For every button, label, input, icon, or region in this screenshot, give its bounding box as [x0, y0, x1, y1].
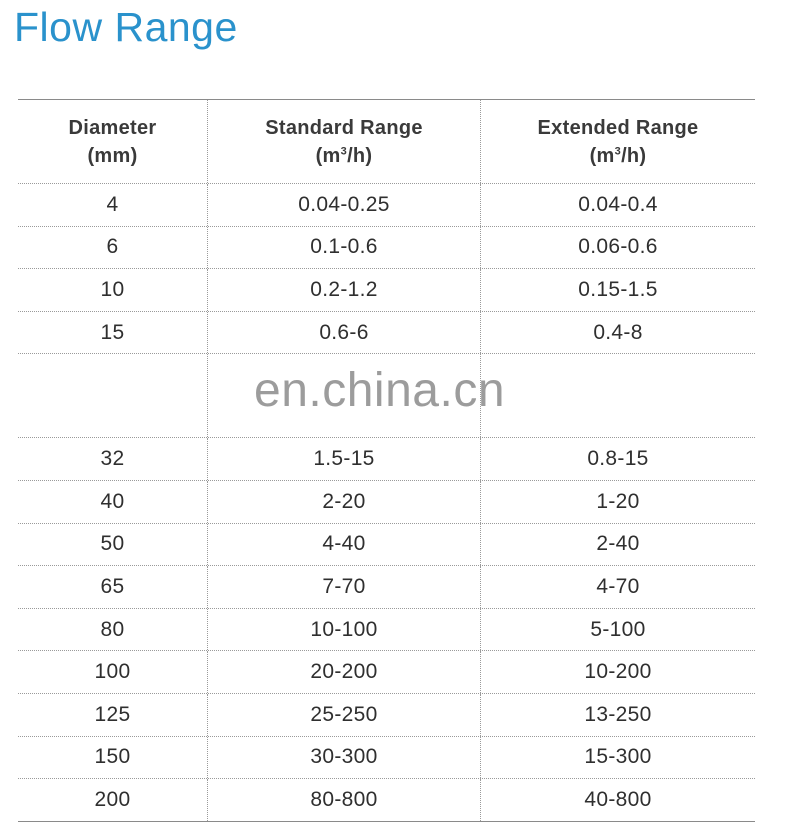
table-cell-extended: 0.15-1.5	[578, 277, 658, 301]
page-title: Flow Range	[14, 4, 238, 50]
table-cell-standard: 7-70	[208, 566, 481, 608]
table-cell-extended: 5-100	[590, 617, 646, 641]
header-standard-unit: $(m^3/h)$	[315, 144, 373, 167]
table-cell-diameter: 100	[18, 651, 208, 693]
table-cell-diameter: 50	[18, 524, 208, 566]
flow-range-table	[18, 99, 755, 822]
table-cell-standard: 2-20	[208, 481, 481, 523]
table-cell-standard: 1.5-15	[208, 438, 481, 480]
header-extended-label: Extended Range	[537, 116, 699, 139]
table-cell-diameter: 10	[18, 269, 208, 311]
table-cell-extended: 13-250	[584, 702, 652, 726]
table-cell-standard: 25-250	[208, 694, 481, 736]
header-diameter	[18, 100, 208, 183]
table-cell-diameter: 40	[18, 481, 208, 523]
table-cell-standard: 0.04-0.25	[208, 184, 481, 226]
table-header-row	[18, 100, 755, 184]
header-diameter-unit: (mm)	[87, 144, 138, 167]
table-cell-standard: 0.6-6	[208, 312, 481, 354]
table-cell-standard: 0.1-0.6	[208, 227, 481, 269]
table-cell-diameter: 125	[18, 694, 208, 736]
table-cell-standard: 10-100	[208, 609, 481, 651]
table-cell-extended: 2-40	[596, 532, 640, 556]
table-cell-diameter: 6	[18, 227, 208, 269]
table-cell-extended: 0.06-0.6	[578, 235, 658, 259]
table-cell-extended: 0.04-0.4	[578, 192, 658, 216]
header-standard-label: Standard Range	[265, 116, 423, 139]
table-cell-extended: 40-800	[584, 787, 652, 811]
table-cell-diameter: 65	[18, 566, 208, 608]
table-cell-standard: 30-300	[208, 737, 481, 779]
table-cell-standard: 20-200	[208, 651, 481, 693]
table-cell-extended: 0.4-8	[593, 320, 643, 344]
table-cell-extended: 10-200	[584, 660, 652, 684]
table-cell-diameter: 80	[18, 609, 208, 651]
table-cell-diameter: 200	[18, 779, 208, 821]
header-extended-range	[481, 100, 755, 183]
table-cell-standard: 4-40	[208, 524, 481, 566]
table-cell-extended: 15-300	[584, 745, 652, 769]
table-cell-extended: 4-70	[596, 574, 640, 598]
watermark: en.china.cn	[254, 364, 506, 417]
table-cell-extended: 1-20	[596, 489, 640, 513]
table-cell-extended: 0.8-15	[587, 447, 649, 471]
header-diameter-label: Diameter	[68, 116, 157, 139]
table-cell-standard: 0.2-1.2	[208, 269, 481, 311]
header-standard-range	[208, 100, 481, 183]
table-cell-standard: 80-800	[208, 779, 481, 821]
header-extended-unit: $(m^3/h)$	[589, 144, 647, 167]
table-cell-diameter: 150	[18, 737, 208, 779]
table-cell-diameter: 15	[18, 312, 208, 354]
table-cell-diameter: 4	[18, 184, 208, 226]
table-cell-diameter: 32	[18, 438, 208, 480]
